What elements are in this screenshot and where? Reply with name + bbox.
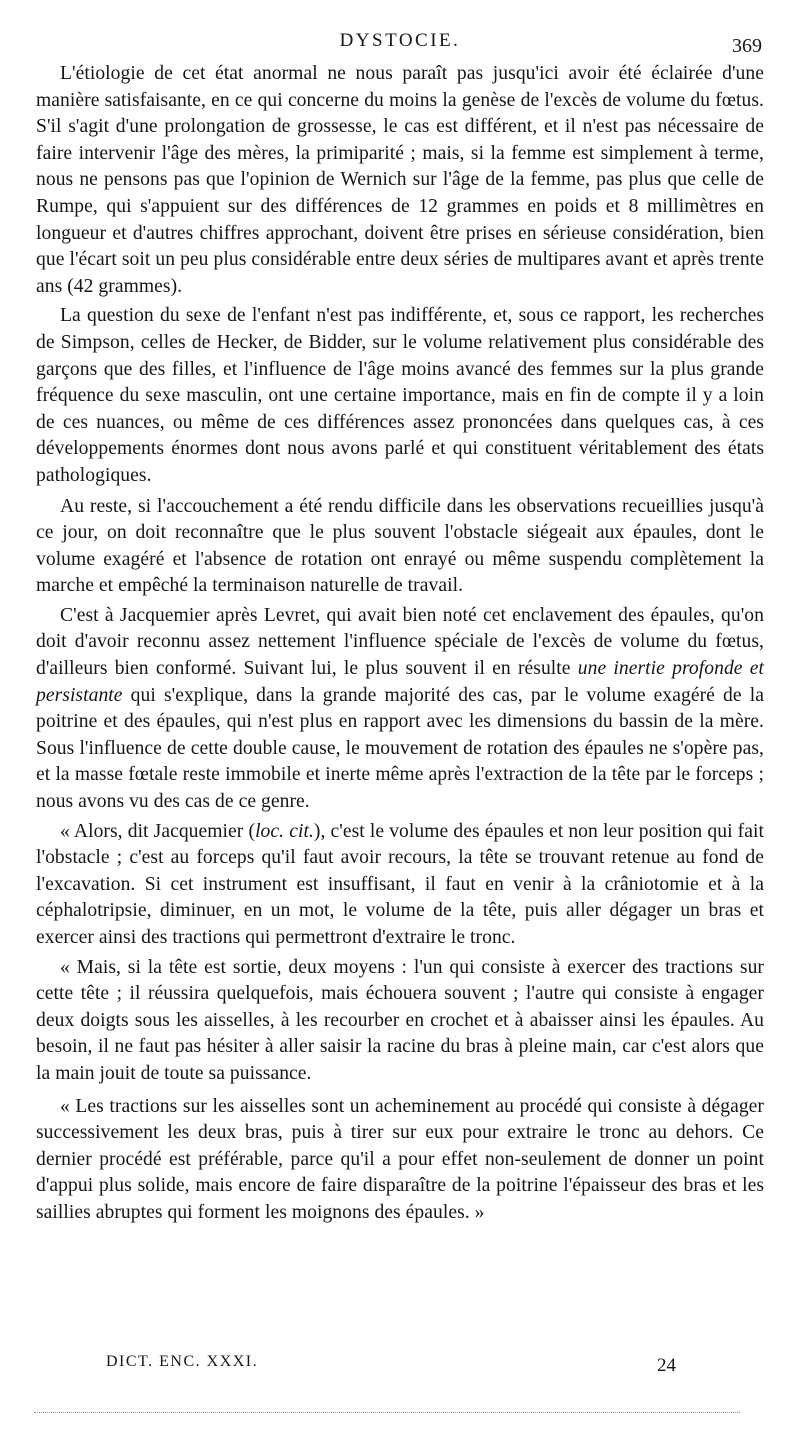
paragraph-shoulder-obstacle: Au reste, si l'accouchement a été rendu difficile dans les observations recueillies jusqu'à ce jour, on doit reconnaître que le plus souvent l'obstacle siégeait aux épaules, dont le volume exagéré et l'absence de rotation ont enrayé ou même suspendu complètement la marche et empêché la terminaison naturelle de travail. <box>36 495 764 597</box>
paragraph-sex-of-child: La question du sexe de l'enfant n'est pas indifférente, et, sous ce rapport, les recherches de Simpson, celles de Hecker, de Bidder, sur le volume relativement plus considérable des garçons que des filles, et l'influence de l'âge moins avancé des femmes sur la plus grande fréquence du sexe masculin, ont une certaine importance, mais en fin de compte il y a loin de ces nuances, ou même de ces différences assez prononcées dans quelques cas, à ces développements énormes dont nous avons parlé et qui constituent véritablement des états pathologiques. <box>36 305 764 486</box>
body-text <box>36 61 764 1227</box>
page-footer <box>106 1350 676 1380</box>
paragraph-jacquemier-text-after: qui s'explique, dans la grande majorité des cas, par le volume exagéré de la poitrine et des épaules, qui n'est plus en rapport avec les dimensions du bassin de la mère. Sous l'influence de cette double cause, le mouvement de rotation des épaules ne s'opère pas, et la masse fœtale reste immobile et inerte même après l'extraction de la tête par le forceps ; nous avons vu des cas de ce genre. <box>36 684 764 813</box>
printer-signature: DICT. ENC. XXXI. <box>106 1353 259 1370</box>
paragraph-jacquemier <box>36 603 764 816</box>
paragraph-quote-tractions: « Les tractions sur les aisselles sont un acheminement au procédé qui consiste à dégager successivement les deux bras, puis à tirer sur eux pour extraire le tronc au dehors. Ce dernier procédé est préférable, parce qu'il a pour effet non-seulement de donner un point d'appui plus solide, mais encore de faire disparaître de la poitrine l'épaisseur des bras et les saillies abruptes qui forment les moignons des épaules. » <box>36 1095 764 1223</box>
bottom-dotted-rule <box>34 1412 740 1413</box>
paragraph-jacquemier-text-before: C'est à Jacquemier après Levret, qui avait bien noté cet enclavement des épaules, qu'on doit d'avoir reconnu assez nettement l'influence spéciale de l'excès de volume du fœtus, d'ailleurs bien conformé. Suivant lui, le plus souvent il en résulte <box>36 604 764 680</box>
running-title: DYSTOCIE. <box>339 30 461 51</box>
paragraph-quote-alors <box>36 819 764 952</box>
paragraph-quote-alors-text-before: « Alors, dit Jacquemier ( <box>60 820 256 842</box>
page-number: 369 <box>732 35 762 57</box>
paragraph-quote-alors-text-after: ), c'est le volume des épaules et non leur position qui fait l'obstacle ; c'est au forceps qu'il faut avoir recours, la tête se trouvant retenue au fond de l'excavation. Si cet instrument est insuffisant, il faut en venir à la crâniotomie et à la céphalotripsie, diminuer, en un mot, le volume de la tête, puis aller dégager un bras et exercer ainsi des tractions qui permettront d'extraire le tronc. <box>36 820 764 948</box>
running-head <box>40 28 760 58</box>
citation-loc-cit: loc. cit. <box>255 820 314 842</box>
paragraph-quote-mais: « Mais, si la tête est sortie, deux moyens : l'un qui consiste à exercer des tractions sur cette tête ; il réussira quelquefois, mais échouera souvent ; l'autre qui consiste à engager deux doigts sous les aisselles, à les recourber en crochet et à abaisser ainsi les épaules. Au besoin, il ne faut pas hésiter à aller saisir la racine du bras à pleine main, car c'est alors que la main jouit de toute sa puissance. <box>36 956 764 1084</box>
italic-phrase: une inertie profonde et persistante <box>36 658 765 706</box>
sheet-number: 24 <box>657 1355 676 1376</box>
paragraph-etiology: L'étiologie de cet état anormal ne nous paraît pas jusqu'ici avoir été éclairée d'une manière satisfaisante, en ce qui concerne du moins la genèse de l'excès de volume du fœtus. S'il s'agit d'une prolongation de grossesse, le cas est différent, et il n'est pas nécessaire de faire intervenir l'âge des mères, la primiparité ; mais, si la femme est simplement à terme, nous ne pensons pas que l'opinion de Wernich sur l'âge de la femme, pas plus que celle de Rumpe, qui s'appuient sur des différences de 12 grammes en poids et 8 millimètres en longueur et d'autres chiffres approchant, doivent être prises en sérieuse considération, bien que l'écart soit un peu plus considérable entre deux séries de multipares avant et après trente ans (42 grammes). <box>36 63 764 297</box>
